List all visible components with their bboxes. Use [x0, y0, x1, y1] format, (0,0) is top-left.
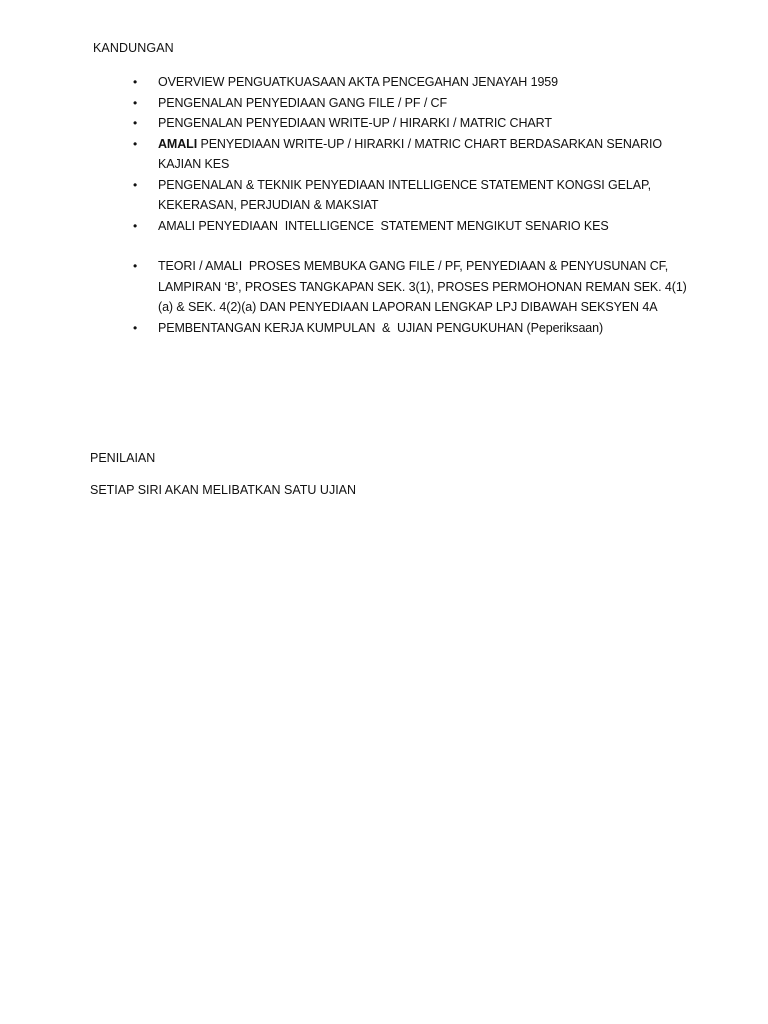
bullet-icon: •	[133, 320, 138, 335]
list-item	[130, 216, 690, 237]
list-item-bold-prefix: AMALI	[158, 136, 198, 151]
section-heading-penilaian: PENILAIAN	[90, 451, 156, 465]
bullet-icon: •	[133, 75, 138, 89]
list-item	[130, 72, 690, 93]
list-item	[130, 113, 690, 134]
list-item	[130, 256, 690, 318]
list-item-text: PENGENALAN PENYEDIAAN GANG FILE / PF / CF	[158, 95, 448, 110]
list-item-text: OVERVIEW PENGUATKUASAAN AKTA PENCEGAHAN JENAYAH 1959	[158, 75, 559, 89]
bullet-icon: •	[133, 136, 138, 151]
list-item-text: PENGENALAN PENYEDIAAN WRITE-UP / HIRARKI / MATRIC CHART	[158, 116, 552, 130]
list-item	[130, 175, 690, 216]
list-item-text: PENYEDIAAN WRITE-UP / HIRARKI / MATRIC CHART BERDASARKAN SENARIO KAJIAN KES	[158, 136, 662, 171]
list-item	[130, 93, 690, 114]
bullet-icon: •	[133, 177, 138, 192]
bullet-icon: •	[133, 218, 138, 233]
section-heading-kandungan: KANDUNGAN	[93, 41, 174, 55]
penilaian-description: SETIAP SIRI AKAN MELIBATKAN SATU UJIAN	[90, 483, 357, 497]
list-item-suffix: (Peperiksaan)	[523, 320, 604, 335]
list-item-text: AMALI PENYEDIAAN INTELLIGENCE STATEMENT MENGIKUT SENARIO KES	[158, 218, 609, 233]
list-item-text: TEORI / AMALI PROSES MEMBUKA GANG FILE / PF, PENYEDIAAN & PENYUSUNAN CF, LAMPIRAN ‘B’, PROSES TANGKAPAN SEK. 3(1), PROSES PERMOHONAN REMAN SEK. 4(1)(a) & SEK. 4(2)(a) DAN PENYEDIAAN LAPORAN LENGKAP LPJ DIBAWAH SEKSYEN 4A	[158, 259, 687, 314]
list-item	[130, 318, 690, 339]
kandungan-list	[130, 72, 690, 338]
bullet-icon: •	[133, 259, 138, 273]
bullet-icon: •	[133, 116, 138, 130]
list-item-text: PEMBENTANGAN KERJA KUMPULAN & UJIAN PENGUKUHAN	[158, 320, 524, 335]
list-item-text: PENGENALAN & TEKNIK PENYEDIAAN INTELLIGENCE STATEMENT KONGSI GELAP, KEKERASAN, PERJUDIAN & MAKSIAT	[158, 177, 651, 212]
list-item	[130, 134, 690, 175]
bullet-icon: •	[133, 95, 138, 110]
